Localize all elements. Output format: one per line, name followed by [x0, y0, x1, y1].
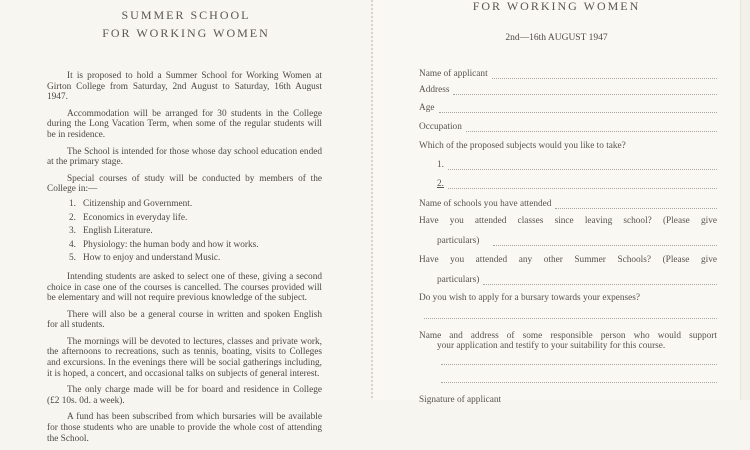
age-input-line[interactable] — [439, 104, 718, 113]
choice-2-input-line[interactable] — [448, 180, 717, 189]
classes-particulars-field[interactable]: particulars) — [437, 234, 717, 246]
right-title: FOR WORKING WOMEN — [472, 0, 641, 13]
page-edge — [740, 0, 750, 400]
referee-question-line2: your application and testify to your suitability for this course. — [437, 341, 666, 351]
intended-paragraph: The School is intended for those whose day school education ended at the primary stage. — [47, 146, 322, 168]
intro-paragraph: It is proposed to hold a Summer School for Working Women at Girton College from Saturday, 2nd August to Saturday, 16th August 1947. — [47, 71, 322, 103]
course-item: 5. How to enjoy and understand Music. — [69, 253, 221, 264]
address-field[interactable]: Address — [419, 83, 717, 95]
english-paragraph: There will also be a general course in written and spoken English for all students. — [47, 309, 322, 331]
subjects-question: Which of the proposed subjects would you like to take? — [419, 141, 626, 151]
course-item: 1. Citizenship and Government. — [69, 198, 193, 209]
course-dates: 2nd—16th AUGUST 1947 — [505, 33, 608, 43]
selection-paragraph: Intending students are asked to select one of these, giving a second choice in case one of the courses is cancelled. The courses provided will be elementary and will not require previous knowledge of the subject. — [47, 271, 322, 304]
signature-label: Signature of applicant — [419, 395, 502, 405]
name-input-line[interactable] — [492, 70, 717, 79]
schools-input-line[interactable] — [555, 200, 717, 209]
referee-question-line1: Name and address of some responsible person who would support — [419, 331, 717, 341]
course-list — [47, 198, 322, 266]
bursary-input-line[interactable] — [424, 318, 717, 319]
course-item: 2. Economics in everyday life. — [69, 212, 188, 223]
subject-choice-1[interactable]: 1. — [437, 158, 717, 170]
referee-input-line-1[interactable] — [441, 364, 717, 365]
bursary-question: Do you wish to apply for a bursary towards your expenses? — [419, 293, 641, 303]
summer-particulars-field[interactable]: particulars) — [437, 273, 717, 285]
name-field[interactable]: Name of applicant — [419, 67, 717, 79]
course-item: 3. English Literature. — [69, 226, 153, 237]
referee-input-line-2[interactable] — [441, 382, 717, 383]
age-field[interactable]: Age — [419, 101, 717, 113]
classes-question: Have you attended classes since leaving school? (Please give — [419, 216, 717, 226]
left-title-line1: SUMMER SCHOOL — [121, 8, 251, 22]
courses-intro-paragraph: Special courses of study will be conducted by members of the College in:— — [47, 173, 322, 195]
address-input-line[interactable] — [453, 86, 717, 95]
choice-1-input-line[interactable] — [448, 161, 717, 170]
occupation-input-line[interactable] — [466, 123, 717, 132]
summer-schools-question: Have you attended any other Summer Schools? (Please give — [419, 255, 717, 265]
left-body — [47, 71, 322, 450]
classes-input-line[interactable] — [493, 237, 717, 246]
schedule-paragraph: The mornings will be devoted to lectures, classes and private work, the afternoons to recreations, such as tennis, boating, visits to Colleges and excursions. In the evenings there will be social gatherings including, it is hoped, a concert, and occasional talks on subjects of general interest. — [47, 336, 322, 379]
summer-input-line[interactable] — [483, 276, 717, 285]
course-item: 4. Physiology: the human body and how it works. — [69, 239, 259, 250]
center-fold — [371, 0, 373, 400]
schools-field[interactable]: Name of schools you have attended — [419, 197, 717, 209]
subject-choice-2[interactable]: 2. — [437, 177, 717, 189]
bursary-paragraph: A fund has been subscribed from which bursaries will be available for those students who are unable to provide the whole cost of attending the School. — [47, 412, 322, 444]
left-title-line2: FOR WORKING WOMEN — [102, 26, 270, 40]
accommodation-paragraph: Accommodation will be arranged for 30 students in the College during the Long Vacation Term, when some of the regular students will be in residence. — [47, 108, 322, 140]
charge-paragraph: The only charge made will be for board and residence in College (£2 10s. 0d. a week). — [47, 385, 322, 406]
occupation-field[interactable]: Occupation — [419, 120, 717, 132]
